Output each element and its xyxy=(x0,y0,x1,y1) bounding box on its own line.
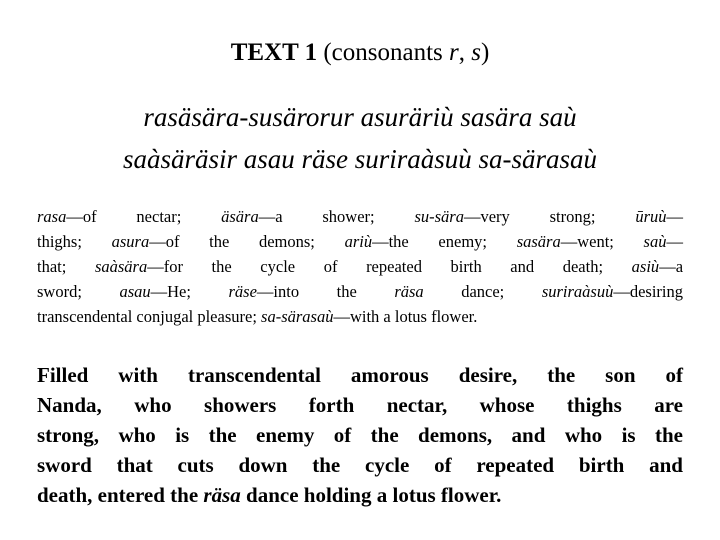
synonym-term: ūruù xyxy=(635,207,667,226)
verse-line-1: rasäsära-susärorur asuräriù sasära saù xyxy=(143,102,577,132)
synonym-meaning: —went; xyxy=(560,232,644,251)
heading-paren-close: ) xyxy=(480,39,490,66)
synonym-meaning: —of the demons; xyxy=(149,232,345,251)
synonym-term: su-sära xyxy=(414,207,464,226)
synonyms-line-5 xyxy=(37,304,683,329)
synonym-term: saàsära xyxy=(94,257,148,276)
synonym-term: äsära xyxy=(221,207,259,226)
synonym-meaning: —a xyxy=(659,257,684,276)
synonym-meaning: —of nectar; xyxy=(66,207,222,226)
synonym-term: saù xyxy=(643,232,667,251)
synonym-term: suriraàsuù xyxy=(541,282,614,301)
synonym-meaning: —desiring xyxy=(613,282,684,301)
synonym-meaning: that; xyxy=(37,257,95,276)
translation-line-3: strong, who is the enemy of the demons, and who is the xyxy=(37,423,683,447)
translation-text: death, entered the xyxy=(37,483,204,507)
synonyms-line-2 xyxy=(37,229,683,254)
synonym-term: asiù xyxy=(631,257,660,276)
verse-line-2: saàsäräsir asau räse suriraàsuù sa-särasaù xyxy=(122,144,598,174)
synonym-term: sasära xyxy=(516,232,561,251)
synonyms-line-1 xyxy=(37,204,683,229)
synonym-meaning: —the enemy; xyxy=(372,232,517,251)
synonym-meaning: —for the cycle of repeated birth and death; xyxy=(147,257,632,276)
translation-line-1: Filled with transcendental amorous desire, the son of xyxy=(37,363,683,387)
synonym-meaning: —into the xyxy=(256,282,395,301)
synonym-meaning: — xyxy=(666,232,683,251)
synonym-term: asura xyxy=(111,232,150,251)
translation-paragraph xyxy=(37,360,683,510)
synonym-meaning: —a shower; xyxy=(258,207,415,226)
synonym-meaning: transcendental conjugal pleasure; xyxy=(37,307,262,326)
translation-line-4: sword that cuts down the cycle of repeated birth and xyxy=(37,453,683,477)
heading-consonant-r: r xyxy=(449,39,459,66)
heading-separator: , xyxy=(458,39,472,66)
synonym-meaning: —very strong; xyxy=(463,207,636,226)
text-number: TEXT 1 xyxy=(230,39,318,66)
translation-rasa-term: räsa xyxy=(203,483,241,507)
translation-line-2: Nanda, who showers forth nectar, whose thighs are xyxy=(37,393,683,417)
synonym-meaning: thighs; xyxy=(37,232,112,251)
text-heading xyxy=(0,36,720,70)
synonym-term: räsa xyxy=(394,282,424,301)
synonym-term: räse xyxy=(228,282,257,301)
synonym-meaning: dance; xyxy=(423,282,542,301)
synonym-term: ariù xyxy=(344,232,373,251)
translation-line-5 xyxy=(37,480,683,510)
heading-paren-open: (consonants xyxy=(317,39,449,66)
synonym-meaning: —He; xyxy=(150,282,229,301)
synonyms-line-3 xyxy=(37,254,683,279)
synonym-term: rasa xyxy=(37,207,67,226)
synonym-meaning: —with a lotus flower. xyxy=(333,307,478,326)
synonym-meaning: sword; xyxy=(37,282,120,301)
synonym-term: sa-särasaù xyxy=(261,307,334,326)
translation-text: dance holding a lotus flower. xyxy=(240,483,502,507)
synonym-meaning: — xyxy=(666,207,683,226)
word-for-word-synonyms xyxy=(37,204,683,329)
sanskrit-verse xyxy=(0,96,720,180)
heading-consonant-s: s xyxy=(471,39,481,66)
synonyms-line-4 xyxy=(37,279,683,304)
synonym-term: asau xyxy=(119,282,151,301)
